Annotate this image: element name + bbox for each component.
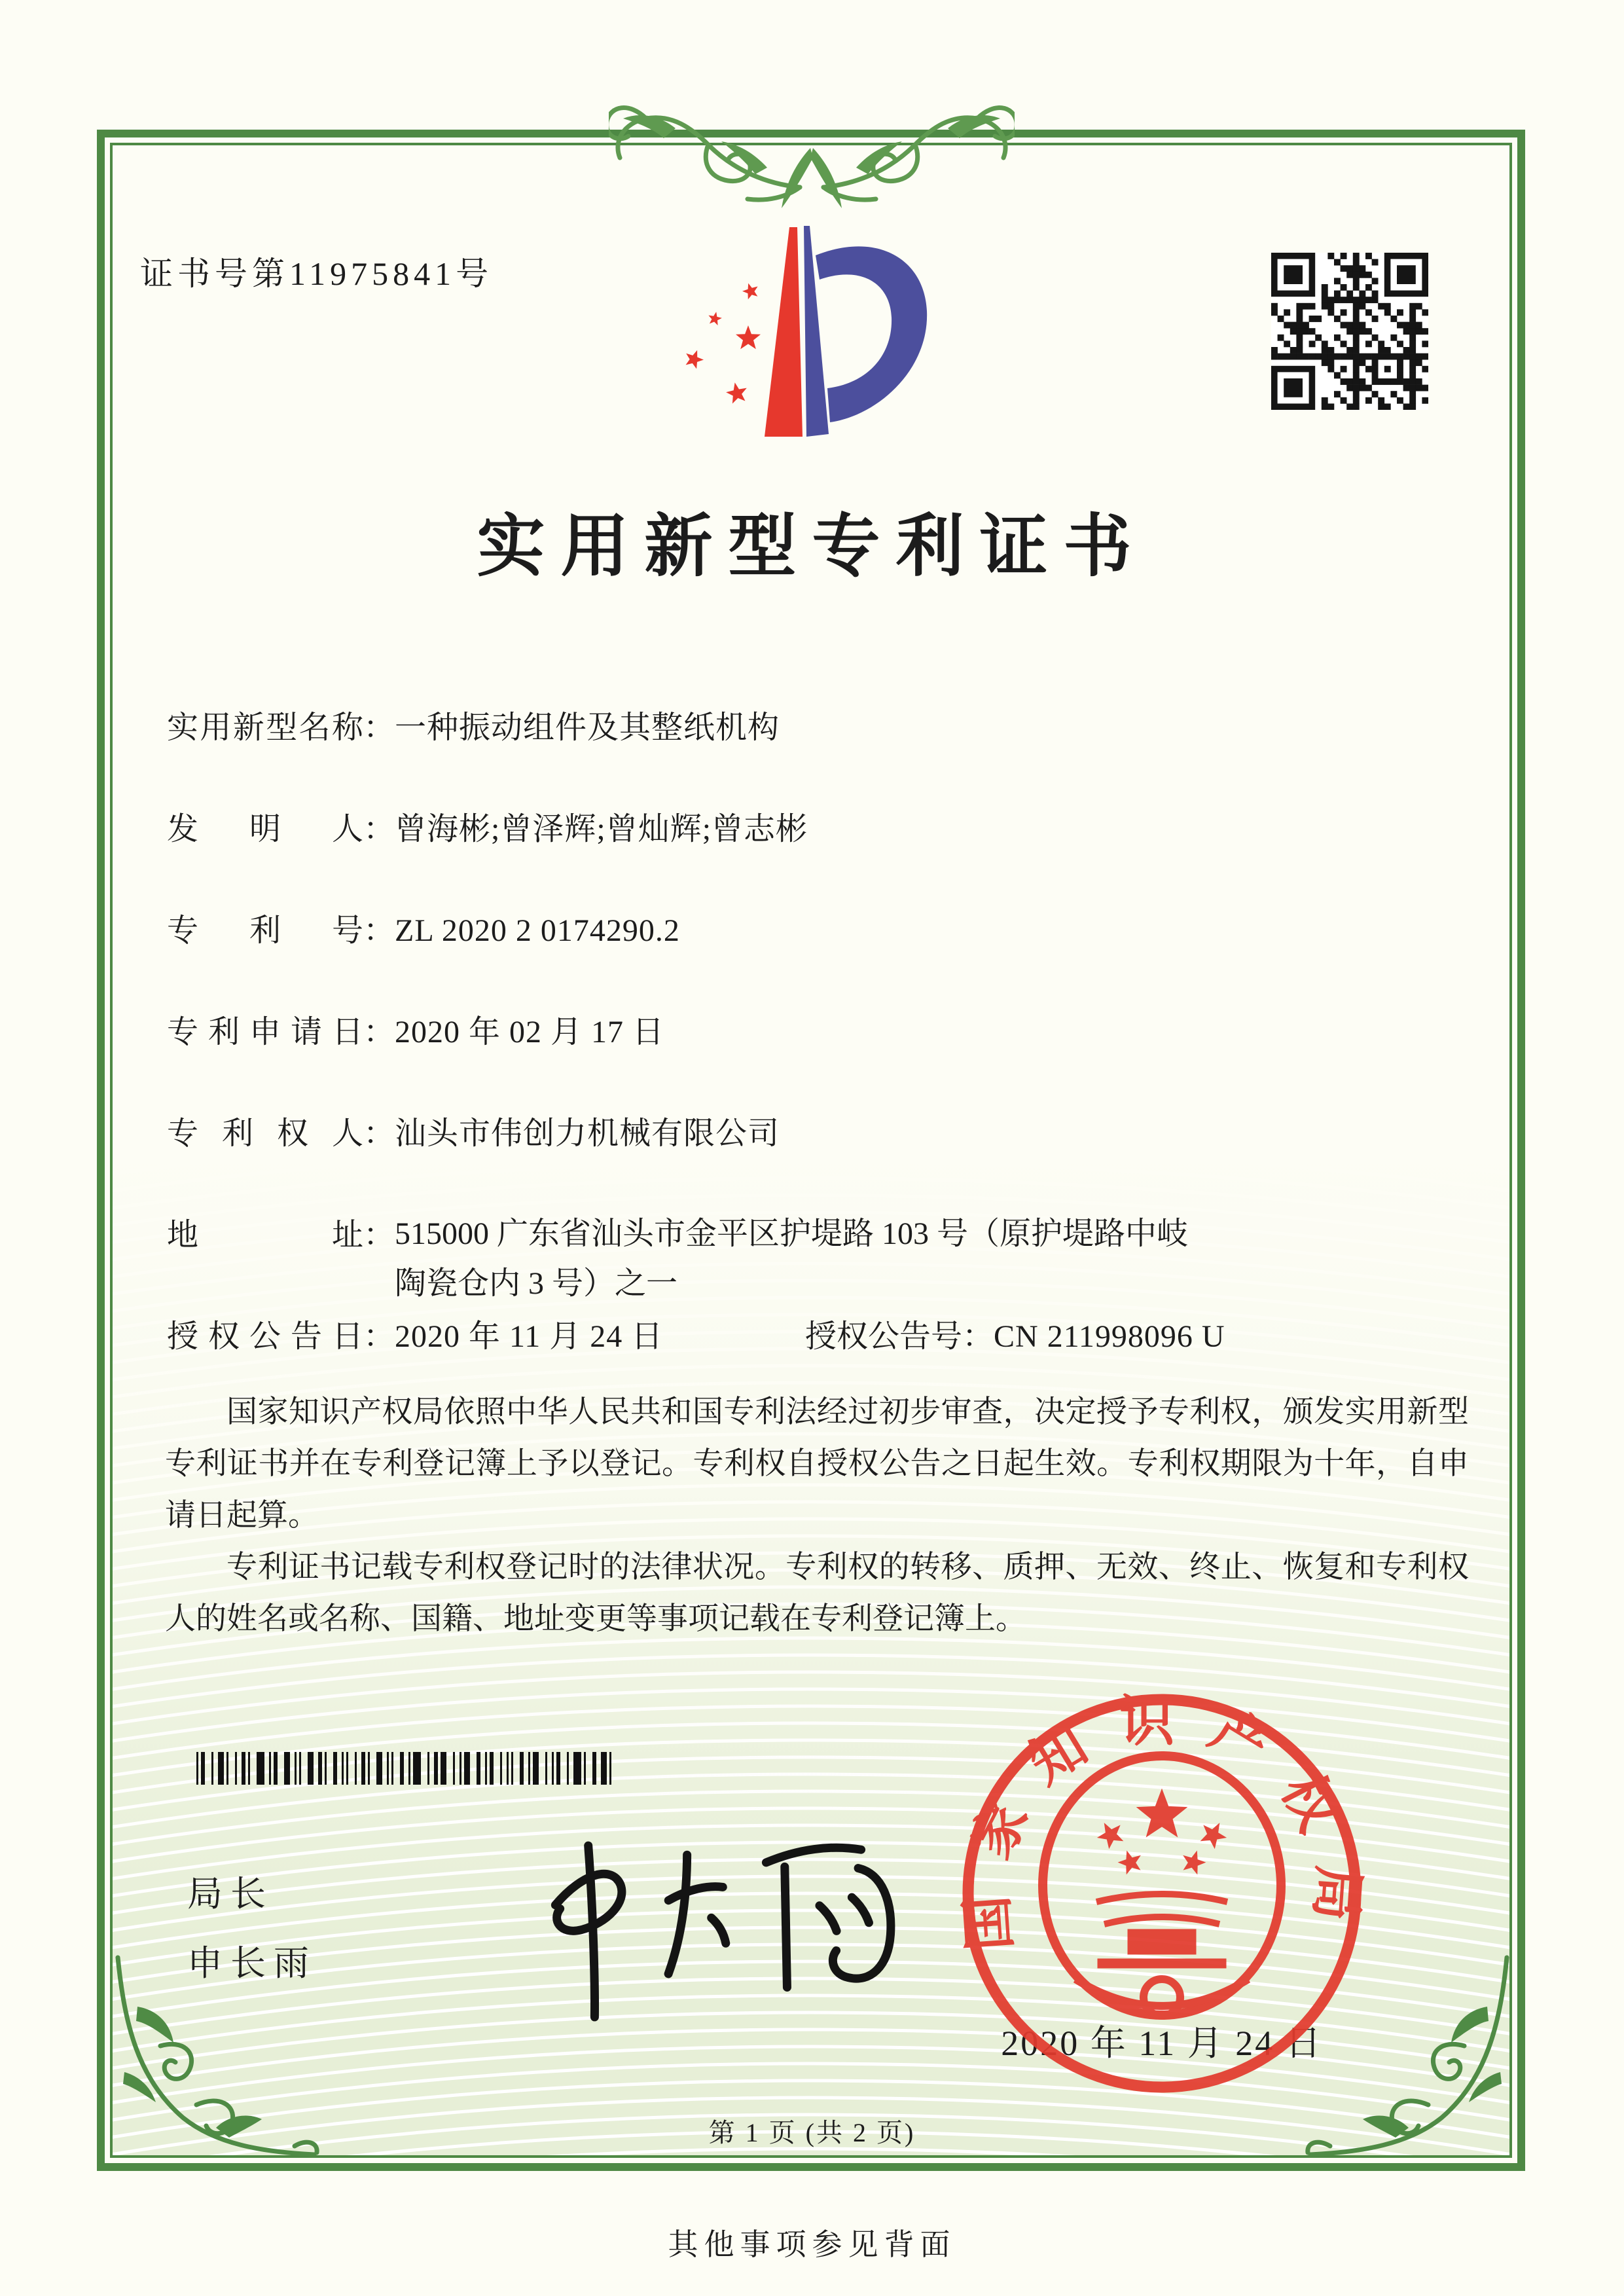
field-colon: ： (363, 1116, 395, 1151)
barcode (196, 1752, 615, 1785)
field-label: 授权公告日 (167, 1319, 363, 1354)
certificate-number: 证书号第11975841号 (140, 255, 494, 292)
address-line-1: 515000 广东省汕头市金平区护堤路 103 号（原护堤路中岐 (395, 1216, 1189, 1251)
field-value: 汕头市伟创力机械有限公司 (395, 1116, 780, 1151)
field-colon: ： (363, 913, 395, 948)
floral-ornament-bottom-left (98, 1948, 321, 2164)
qr-code (1271, 253, 1428, 410)
address-line-2: 陶瓷仓内 3 号）之一 (395, 1266, 678, 1301)
field-value: 2020 年 02 月 17 日 (395, 1015, 665, 1049)
seal-text: 国家知识产权局 (955, 1692, 1369, 1953)
field-label: 授权公告号 (805, 1319, 963, 1354)
field-colon: ： (363, 812, 395, 847)
field-value: CN 211998096 U (994, 1319, 1225, 1354)
director-title: 局长 (187, 1874, 274, 1914)
field-row-address (167, 1209, 1363, 1309)
legal-paragraph-1: 国家知识产权局依照中华人民共和国专利法经过初步审查，决定授予专利权，颁发实用新型专利证书并在专利登记簿上予以登记。专利权自授权公告之日起生效。专利权期限为十年，自申请日起算。 (165, 1395, 1469, 1533)
national-emblem-icon (1043, 1756, 1281, 2016)
field-row-grant (167, 1311, 1470, 1356)
field-colon: ： (363, 1015, 395, 1049)
legal-paragraph-2: 专利证书记载专利权登记时的法律状况。专利权的转移、质押、无效、终止、恢复和专利权人的姓名或名称、国籍、地址变更等事项记载在专利登记簿上。 (165, 1550, 1469, 1636)
director-signature (494, 1820, 913, 2023)
field-colon: ： (363, 1319, 395, 1354)
cnipa-logo-icon (668, 219, 943, 448)
field-grant-number (805, 1311, 1225, 1356)
field-value (395, 1209, 1363, 1309)
field-label: 实用新型名称 (167, 710, 363, 745)
field-value: 一种振动组件及其整纸机构 (395, 710, 780, 745)
dragon-ornament-top (609, 82, 1015, 238)
field-row-inventors (167, 803, 808, 848)
legal-text-block (165, 1387, 1469, 1645)
field-row-name (167, 702, 780, 747)
field-value: 曾海彬;曾泽辉;曾灿辉;曾志彬 (395, 812, 808, 847)
field-row-patentee (167, 1108, 780, 1153)
field-label: 地址 (167, 1218, 363, 1252)
back-side-note: 其他事项参见背面 (668, 2228, 956, 2261)
field-value: ZL 2020 2 0174290.2 (395, 913, 680, 948)
director-name: 申长雨 (187, 1944, 317, 1983)
field-label: 发明人 (167, 812, 363, 847)
seal-date: 2020 年 11 月 24 日 (1001, 2024, 1323, 2063)
field-label: 专利申请日 (167, 1015, 363, 1049)
field-row-application-date (167, 1006, 664, 1051)
official-seal (933, 1666, 1391, 2124)
page-number: 第 1 页 (共 2 页) (708, 2118, 916, 2147)
field-row-patent-number (167, 905, 680, 950)
field-value: 2020 年 11 月 24 日 (395, 1319, 664, 1354)
field-colon: ： (363, 710, 395, 745)
field-colon: ： (962, 1319, 994, 1354)
field-label: 专利号 (167, 913, 363, 948)
certificate-title: 实用新型专利证书 (477, 509, 1147, 585)
field-colon: ： (363, 1218, 395, 1252)
field-label: 专利权人 (167, 1116, 363, 1151)
